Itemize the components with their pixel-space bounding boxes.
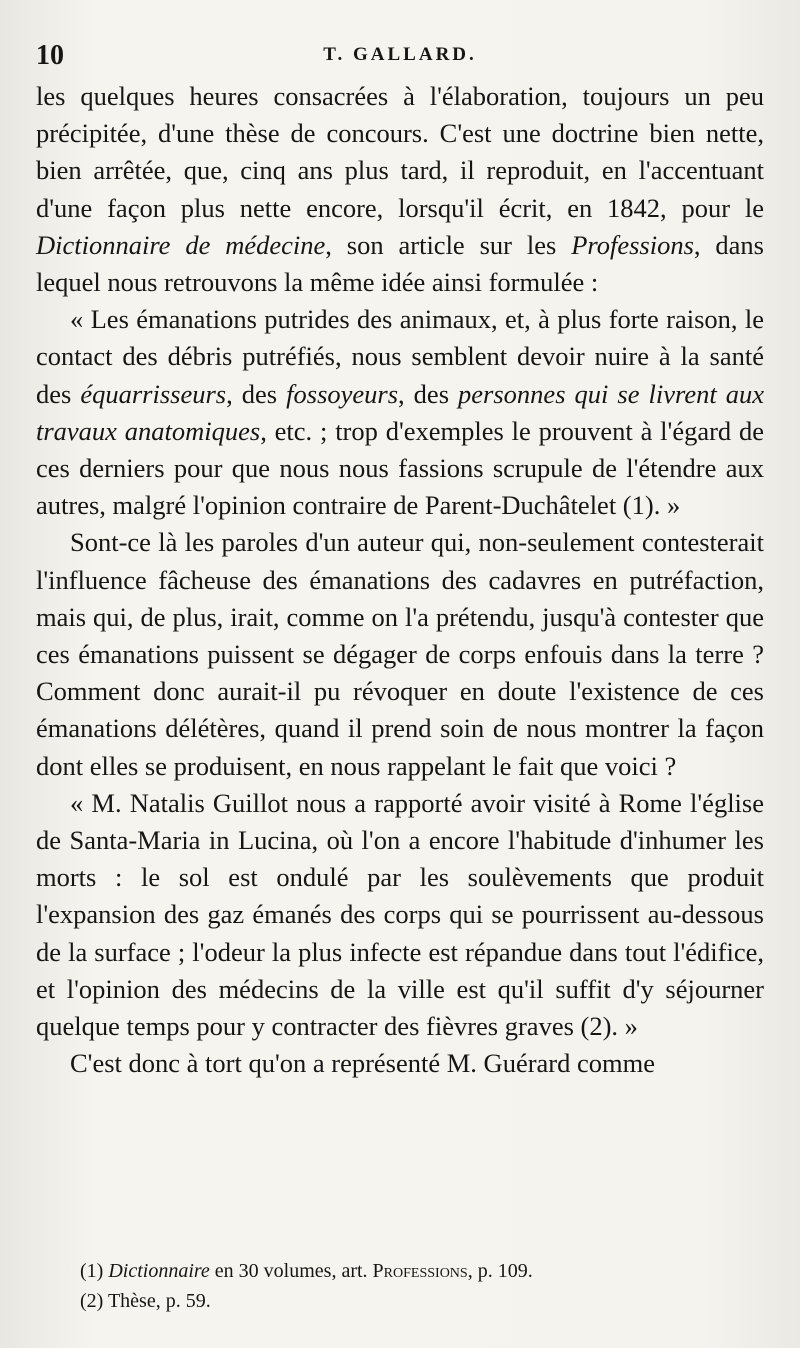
text-run: « M. Natalis Guillot nous a rapporté avoir visité à Rome l'église de Santa-Maria in Lucina, où l'on a encore l'habitude d'inhumer les morts : le sol est ondulé par les soulèvements que produit l'expansion des gaz émanés des corps qui se pourrissent au-dessous de la surface ; l'odeur la plus infecte est répandue dans tout l'édifice, et l'opinion des médecins de la ville est qu'il suffit d'y séjourner quelque temps pour y contracter des fièvres graves (2). »: [36, 787, 764, 1042]
text-run: , dans lequel nous retrouvons la même idée ainsi formulée :: [36, 229, 764, 298]
paragraph-p3: [36, 524, 764, 784]
italic-text: Professions: [571, 229, 694, 260]
text-run: , des: [398, 378, 459, 409]
italic-text: fossoyeurs: [286, 378, 399, 409]
text-run: , des: [226, 378, 287, 409]
text-run: , etc. ; trop d'exemples le prouvent à l'égard de ces derniers pour que nous nous fassions scrupule de l'étendre aux autres, malgré l'opinion contraire de Parent-Duchâtelet (1). »: [36, 415, 764, 521]
text-run: C'est donc à tort qu'on a représenté M. Guérard comme: [70, 1048, 655, 1079]
text-run: Sont-ce là les paroles d'un auteur qui, non-seulement contesterait l'influence fâcheuse des émanations des cadavres en putréfaction, mais qui, de plus, irait, comme on l'a prétendu, jusqu'à contester que ces émanations puissent se dégager de corps enfouis dans la terre ? Comment donc aurait-il pu révoquer en doute l'existence de ces émanations délétères, quand il prend soin de nous montrer la façon dont elles se produisent, en nous rappelant le fait que voici ?: [36, 527, 764, 781]
page-number: 10: [36, 40, 64, 71]
small-caps-text: Professions: [372, 1260, 468, 1282]
paragraph-p2: [36, 301, 764, 524]
running-head: T. GALLARD.: [323, 44, 477, 65]
footnotes: [80, 1256, 760, 1316]
footnote-fn2: [80, 1286, 760, 1316]
text-run: , son article sur les: [325, 229, 572, 260]
text-run: (2) Thèse, p. 59.: [80, 1290, 211, 1312]
italic-text: équarrisseurs: [80, 378, 227, 409]
italic-text: personnes qui se livrent aux travaux anatomiques: [36, 378, 765, 446]
text-run: (1): [80, 1260, 109, 1282]
body-text: [36, 78, 764, 1082]
footnote-fn1: [80, 1256, 760, 1286]
paragraph-p4: [36, 785, 764, 1045]
italic-text: Dictionnaire de médecine: [36, 229, 326, 260]
text-run: en 30 volumes, art.: [209, 1260, 373, 1282]
paragraph-p1: [36, 78, 764, 301]
text-run: les quelques heures consacrées à l'élaboration, toujours un peu précipitée, d'une thèse de concours. C'est une doctrine bien nette, bien arrêtée, que, cinq ans plus tard, il reproduit, en l'accentuant d'une façon plus nette encore, lorsqu'il écrit, en 1842, pour le: [36, 81, 764, 223]
italic-text: Dictionnaire: [108, 1260, 210, 1282]
text-run: , p. 109.: [467, 1260, 533, 1282]
paragraph-p5: [36, 1045, 764, 1082]
text-run: « Les émanations putrides des animaux, et, à plus forte raison, le contact des débris putréfiés, nous semblent devoir nuire à la santé des: [36, 304, 764, 409]
page-header: [36, 36, 764, 78]
